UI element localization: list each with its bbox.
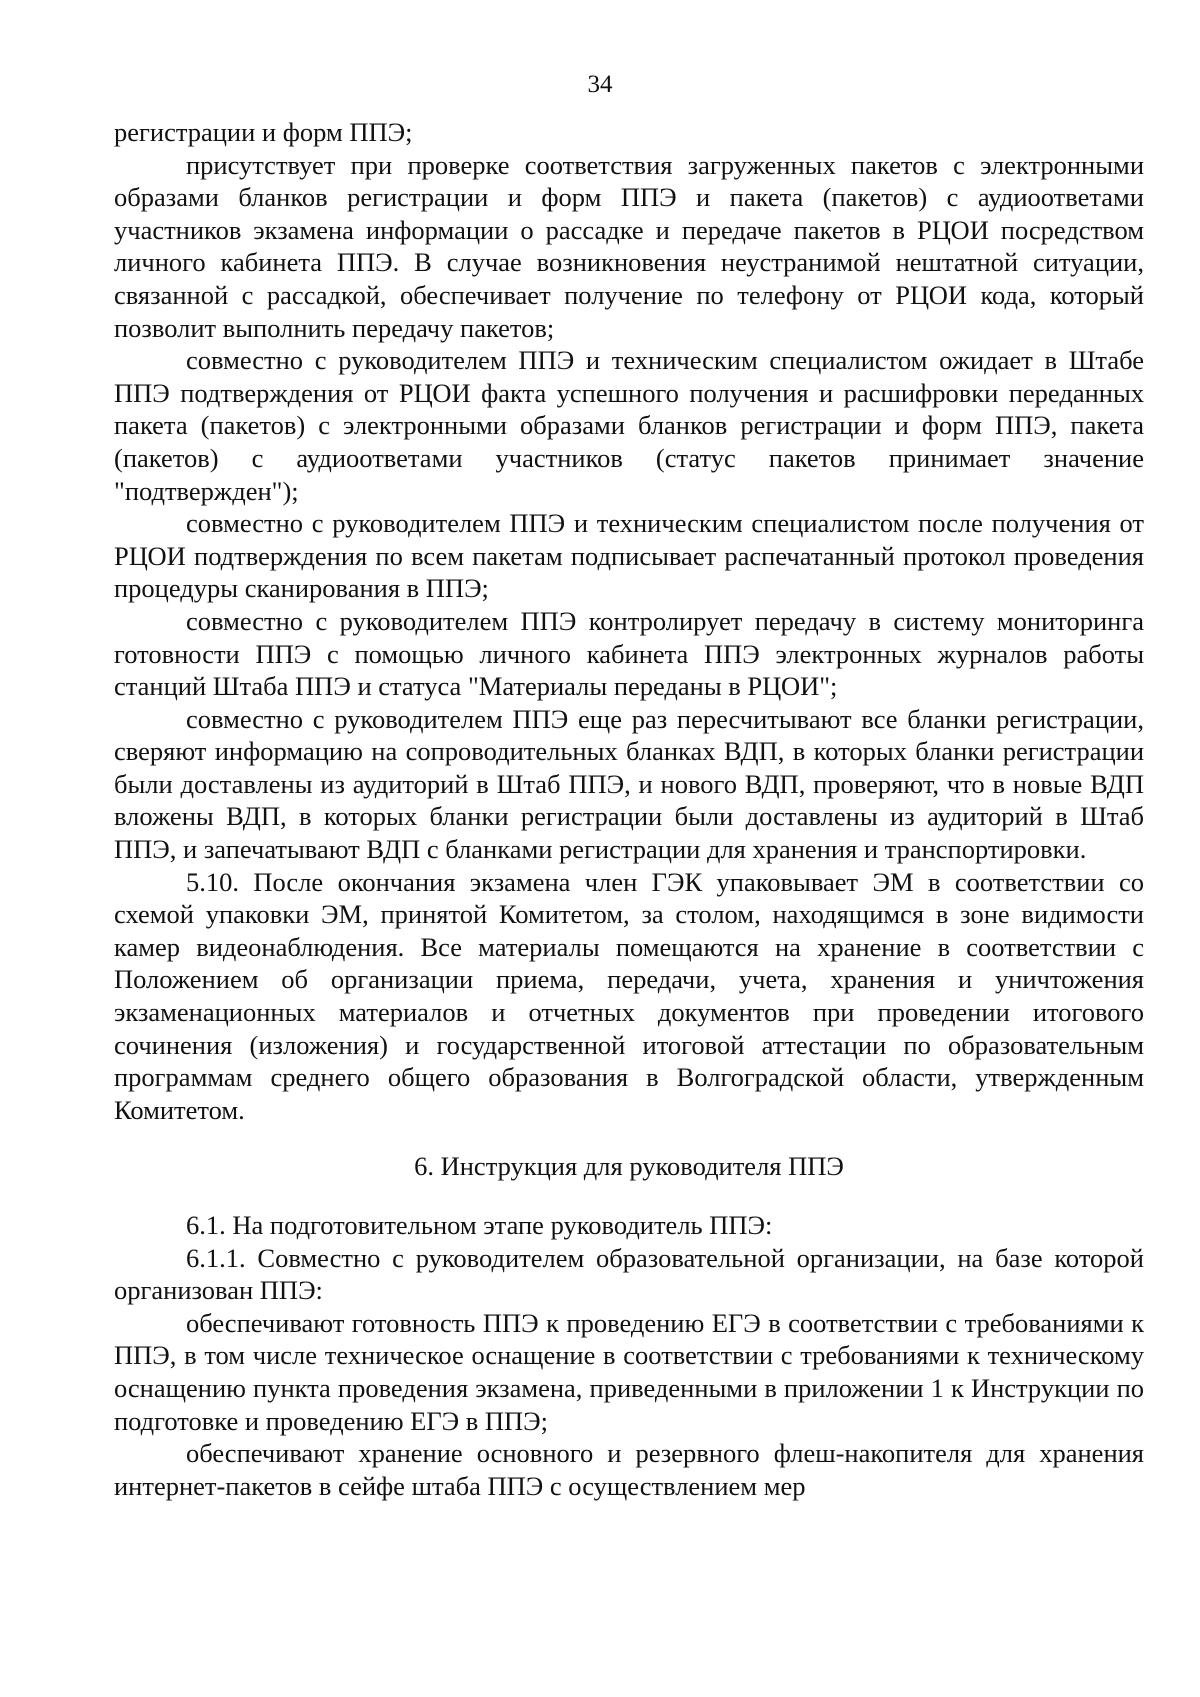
document-body	[114, 116, 1144, 1502]
paragraph-await-confirmation: совместно с руководителем ППЭ и техническим специалистом ожидает в Штабе ППЭ подтверждения от РЦОИ факта успешного получения и расшифровки переданных пакета (пакетов) с электронными образами бланков регистрации и форм ППЭ, пакета (пакетов) с аудиоответами участников (статус пакетов принимает значение "подтвержден");	[114, 345, 1144, 506]
section-heading: 6. Инструкция для руководителя ППЭ	[414, 1151, 844, 1182]
paragraph-sign-protocol: совместно с руководителем ППЭ и техническим специалистом после получения от РЦОИ подтверждения по всем пакетам подписывает распечатанный протокол проведения процедуры сканирования в ППЭ;	[114, 508, 1144, 604]
paragraph-6-1: 6.1. На подготовительном этапе руководитель ППЭ:	[186, 1210, 773, 1240]
paragraph-6-1-1: 6.1.1. Совместно с руководителем образовательной организации, на базе которой организован ППЭ:	[114, 1242, 1144, 1306]
paragraph-recount-forms: совместно с руководителем ППЭ еще раз пересчитывают все бланки регистрации, сверяют информацию на сопроводительных бланках ВДП, в которых бланки регистрации были доставлены из аудиторий в Штаб ППЭ, и нового ВДП, проверяют, что в новые ВДП вложены ВДП, в которых бланки регистрации были доставлены из аудиторий в Штаб ППЭ, и запечатывают ВДП с бланками регистрации для хранения и транспортировки.	[114, 703, 1144, 865]
page-number: 34	[587, 71, 613, 98]
paragraph-ensure-readiness: обеспечивают готовность ППЭ к проведению ЕГЭ в соответствии с требованиями к ППЭ, в том числе техническое оснащение в соответствии с требованиями к техническому оснащению пункта проведения экзамена, приведенными в приложении 1 к Инструкции по подготовке и проведению ЕГЭ в ППЭ;	[114, 1307, 1144, 1436]
paragraph-monitoring-transfer: совместно с руководителем ППЭ контролирует передачу в систему мониторинга готовности ППЭ с помощью личного кабинета ППЭ электронных журналов работы станций Штаба ППЭ и статуса "Материалы переданы в РЦОИ";	[114, 605, 1144, 702]
paragraph-ensure-storage: обеспечивают хранение основного и резервного флеш-накопителя для хранения интернет-пакетов в сейфе штаба ППЭ с осуществлением мер	[114, 1438, 1144, 1501]
paragraph-5-10: 5.10. После окончания экзамена член ГЭК упаковывает ЭМ в соответствии со схемой упаковки ЭМ, принятой Комитетом, за столом, находящимся в зоне видимости камер видеонаблюдения. Все материалы помещаются на хранение в соответствии с Положением об организации приема, передачи, учета, хранения и уничтожения экзаменационных материалов и отчетных документов при проведении итогового сочинения (изложения) и государственной итоговой аттестации по образовательным программам среднего общего образования в Волгоградской области, утвержденным Комитетом.	[114, 866, 1144, 1125]
paragraph-continuation: регистрации и форм ППЭ;	[114, 117, 413, 147]
paragraph-check-packages: присутствует при проверке соответствия загруженных пакетов с электронными образами бланков регистрации и форм ППЭ и пакета (пакетов) с аудиоответами участников экзамена информации о рассадке и передаче пакетов в РЦОИ посредством личного кабинета ППЭ. В случае возникновения неустранимой нештатной ситуации, связанной с рассадкой, обеспечивает получение по телефону от РЦОИ кода, который позволит выполнить передачу пакетов;	[114, 149, 1144, 343]
